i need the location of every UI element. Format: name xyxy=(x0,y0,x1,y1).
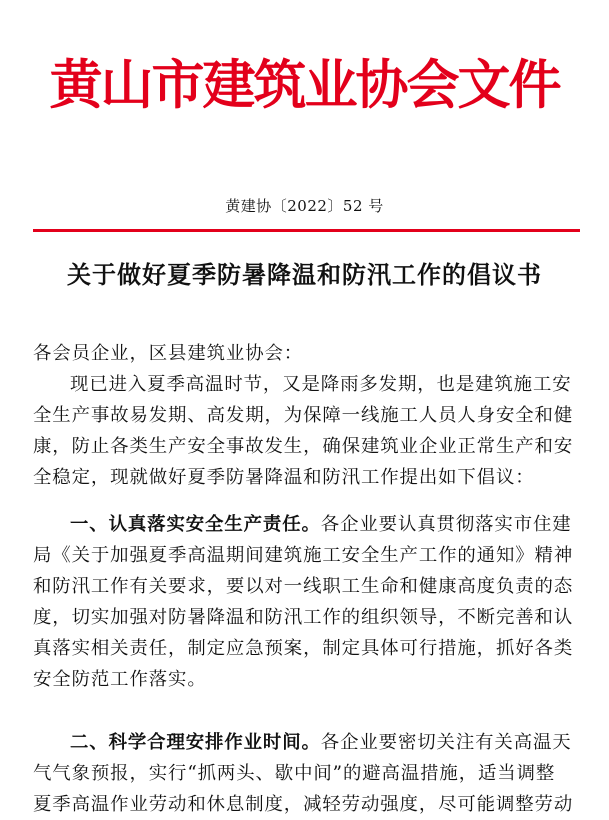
intro-line: 康，防止各类生产安全事故发生，确保建筑业企业正常生产和安 xyxy=(33,436,574,457)
intro-line: 全生产事故易发期、高发期，为保障一线施工人员人身安全和健 xyxy=(33,405,574,426)
section-1-line: 和防汛工作有关要求，要以对一线职工生命和健康高度负责的态 xyxy=(33,576,574,597)
intro-paragraph xyxy=(33,369,581,493)
section-1-line: 真落实相关责任，制定应急预案，制定具体可行措施，抓好各类 xyxy=(33,638,574,659)
section-1-line: 度，切实加强对防暑降温和防汛工作的组织领导，不断完善和认 xyxy=(33,607,574,628)
section-1-first-line-text: 各企业要认真贯彻落实市住建 xyxy=(320,514,572,535)
section-1-line: 局《关于加强夏季高温期间建筑施工安全生产工作的通知》精神 xyxy=(33,545,574,566)
section-2-line: 夏季高温作业劳动和休息制度，减轻劳动强度，尽可能调整劳动 xyxy=(33,794,574,815)
intro-line: 全稳定，现就做好夏季防暑降温和防汛工作提出如下倡议： xyxy=(33,467,535,488)
section-2-paragraph xyxy=(33,727,581,820)
document-number: 黄建协〔2022〕52 号 xyxy=(225,197,384,215)
intro-line: 现已进入夏季高温时节，又是降雨多发期，也是建筑施工安 xyxy=(70,374,572,395)
section-2-first-line xyxy=(33,727,581,758)
salutation xyxy=(33,338,581,369)
section-2-heading: 二、科学合理安排作业时间。 xyxy=(70,732,321,753)
salutation-line: 各会员企业，区县建筑业协会： xyxy=(33,343,304,364)
section-2-line: 气气象预报，实行“抓两头、歇中间”的避高温措施，适当调整 xyxy=(33,763,556,784)
section-2-first-line-text: 各企业要密切关注有关高温天 xyxy=(320,732,572,753)
section-1-line: 安全防范工作落实。 xyxy=(33,669,207,690)
section-1-first-line xyxy=(33,509,581,540)
section-1-heading: 一、认真落实安全生产责任。 xyxy=(70,514,321,535)
org-header-title: 黄山市建筑业协会文件 xyxy=(49,55,560,116)
document-title: 关于做好夏季防暑降温和防汛工作的倡议书 xyxy=(67,260,542,289)
red-divider xyxy=(33,229,580,232)
section-1-paragraph xyxy=(33,509,581,695)
